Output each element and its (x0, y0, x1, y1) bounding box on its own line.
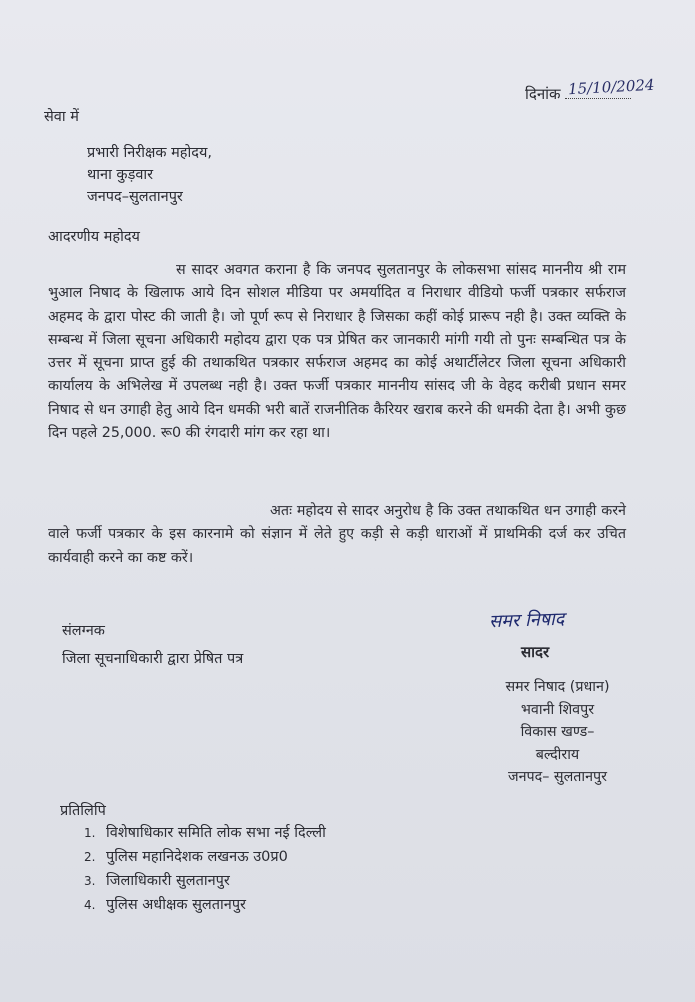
enclosure-label: संलग्नक (62, 623, 105, 639)
body-paragraph-2-text: अतः महोदय से सादर अनुरोध है कि उक्त तथाकथित धन उगाही करने वाले फर्जी पत्रकार के इस कारनामे को संज्ञान में लेते हुए कड़ी से कड़ी धाराओं में प्राथमिकी दर्ज कर उचित कार्यवाही करने का कष्ट करें। (48, 503, 626, 566)
enclosure-item: जिला सूचनाधिकारी द्वारा प्रेषित पत्र (62, 651, 244, 667)
copy-item-text: पुलिस अधीक्षक सुलतानपुर (106, 897, 246, 913)
copy-item-number: 3. (84, 874, 96, 888)
copy-label: प्रतिलिपि (60, 803, 106, 819)
body-paragraph-1 (48, 259, 626, 445)
sender-line-4: बल्दीराय (535, 746, 580, 763)
copy-item (84, 822, 326, 846)
sender-line-3: विकास खण्ड– (520, 724, 595, 740)
greeting: आदरणीय महोदय (48, 229, 140, 245)
sender-line-1: समर निषाद (प्रधान) (505, 679, 610, 695)
copy-item-number: 2. (84, 850, 96, 864)
date-value: 15/10/2024 (567, 75, 655, 99)
sender-line-5: जनपद– सुलतानपुर (507, 769, 608, 785)
date-underline (565, 98, 631, 99)
salutation-to: सेवा में (44, 109, 79, 125)
copy-item (84, 894, 326, 918)
sender-address (480, 676, 635, 789)
body-paragraph-1-text: स सादर अवगत कराना है कि जनपद सुलतानपुर के लोकसभा सांसद माननीय श्री राम भुआल निषाद के खिलाफ आये दिन सोशल मीडिया पर अमर्यादित व निराधार वीडियो फर्जी पत्रकार सर्फराज अहमद के द्वारा पोस्ट की जाती है। जो पूर्ण रूप से निराधार है जिसका कहीं कोई प्रारूप नही है। उक्त व्यक्ति के सम्बन्ध में जिला सूचना अधिकारी महोदय द्वारा एक पत्र प्रेषित कर जानकारी मांगी गयी तो पुनः सम्बन्धित पत्र के उत्तर में सूचना प्राप्त हुई की तथाकथित पत्रकार सर्फराज अहमद का कोई अथार्टीलेटर जिला सूचना अधिकारी कार्यालय के अभिलेख में उपलब्ध नही है। उक्त फर्जी पत्रकार माननीय सांसद जी के वेहद करीबी प्रधान समर निषाद से धन उगाही हेतु आये दिन धमकी भरी बातें राजनीतिक कैरियर खराब करने की धमकी देता है। अभी कुछ दिन पहले 25,000. रू0 की रंगदारी मांग कर रहा था। (48, 262, 626, 442)
recipient-line-1: प्रभारी निरीक्षक महोदय, (87, 145, 212, 161)
copy-item (84, 870, 326, 894)
copy-item-number: 4. (84, 898, 96, 912)
recipient-line-2: थाना कुड़वार (87, 167, 154, 183)
closing-sadar: सादर (521, 643, 550, 661)
body-paragraph-2 (48, 500, 626, 570)
sender-line-2: भवानी शिवपुर (520, 701, 595, 718)
handwritten-signature: समर निषाद (488, 608, 565, 633)
copy-item-text: जिलाधिकारी सुलतानपुर (106, 873, 230, 889)
copy-list (84, 822, 326, 918)
recipient-line-3: जनपद–सुलतानपुर (87, 189, 183, 205)
copy-item-number: 1. (84, 826, 96, 840)
copy-item-text: विशेषाधिकार समिति लोक सभा नई दिल्ली (106, 825, 326, 841)
date-label: दिनांक (525, 85, 561, 103)
copy-item (84, 846, 326, 870)
copy-item-text: पुलिस महानिदेशक लखनऊ उ0प्र0 (106, 849, 288, 865)
